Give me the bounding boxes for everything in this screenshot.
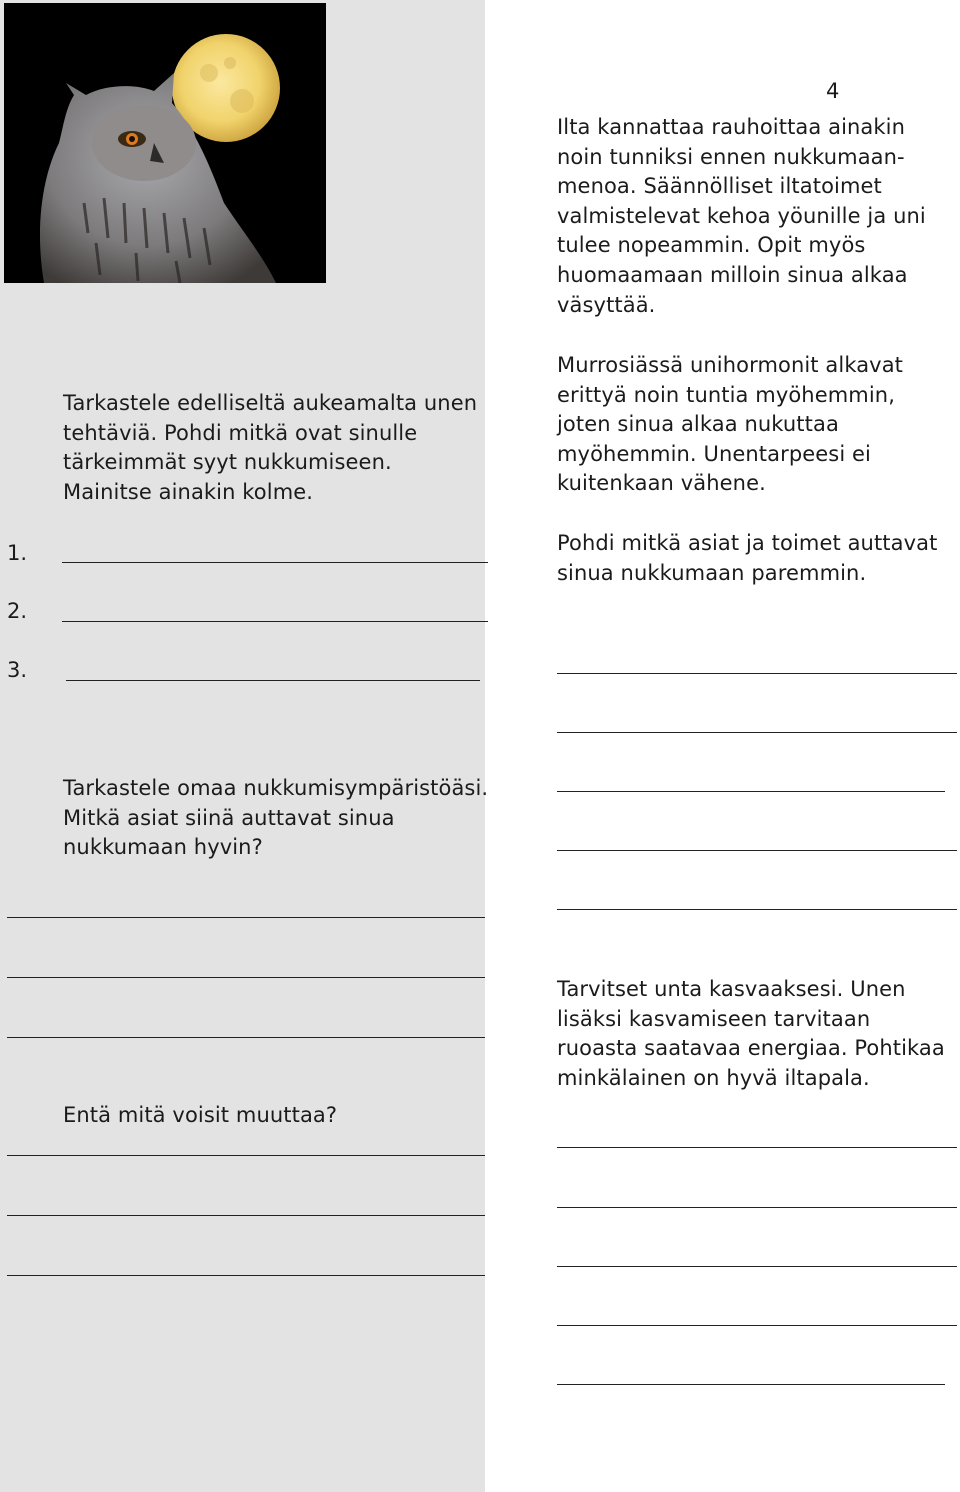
answer-line-sleep-2[interactable] bbox=[557, 732, 957, 733]
task-what-to-change: Entä mitä voisit muuttaa? bbox=[63, 1103, 338, 1127]
answer-line-sleep-4[interactable] bbox=[557, 850, 957, 851]
answer-line-snack-4[interactable] bbox=[557, 1325, 957, 1326]
answer-line-sleep-5[interactable] bbox=[557, 909, 957, 910]
list-number-1: 1. bbox=[7, 541, 28, 565]
answer-line-2[interactable] bbox=[62, 621, 488, 622]
list-number-2: 2. bbox=[7, 599, 28, 623]
answer-line-sleep-3[interactable] bbox=[557, 791, 945, 792]
answer-line-3[interactable] bbox=[66, 680, 480, 681]
paragraph-puberty-sleep: Murrosiässä unihormonit alkavat erittyä noin tuntia myöhemmin, joten sinua alkaa nukuttaa myöhemmin. Unentarpeesi ei kuitenkaan vähene. bbox=[557, 353, 904, 496]
task-sleep-reasons: Tarkastele edelliseltä aukeamalta unen tehtäviä. Pohdi mitkä ovat sinulle tärkeimmät syyt nukkumiseen. Mainitse ainakin kolme. bbox=[63, 391, 478, 504]
paragraph-evening-routine: Ilta kannattaa rauhoittaa ainakin noin tunniksi ennen nukkumaan-menoa. Säännölliset iltatoimet valmistelevat kehoa yöunille ja uni tulee nopeammin. Opit myös huomaamaan milloin sinua alkaa väsyttää. bbox=[557, 115, 926, 317]
answer-line-snack-5[interactable] bbox=[557, 1384, 945, 1385]
answer-line-sleep-1[interactable] bbox=[557, 673, 957, 674]
task-better-sleep: Pohdi mitkä asiat ja toimet auttavat sinua nukkumaan paremmin. bbox=[557, 531, 938, 585]
answer-line-change-3[interactable] bbox=[7, 1275, 485, 1276]
answer-line-env-2[interactable] bbox=[7, 977, 485, 978]
task-sleep-environment: Tarkastele omaa nukkumisympäristöäsi. Mitkä asiat siinä auttavat sinua nukkumaan hyvin? bbox=[63, 776, 489, 860]
answer-line-env-3[interactable] bbox=[7, 1037, 485, 1038]
owl-moon-photo bbox=[4, 3, 326, 283]
answer-line-snack-3[interactable] bbox=[557, 1266, 957, 1267]
page-number: 4 bbox=[826, 79, 840, 103]
answer-line-1[interactable] bbox=[62, 562, 488, 563]
answer-line-snack-2[interactable] bbox=[557, 1207, 957, 1208]
answer-line-env-1[interactable] bbox=[7, 917, 485, 918]
answer-line-snack-1[interactable] bbox=[557, 1147, 957, 1148]
answer-line-change-1[interactable] bbox=[7, 1155, 485, 1156]
task-evening-snack: Tarvitset unta kasvaaksesi. Unen lisäksi kasvamiseen tarvitaan ruoasta saatavaa energiaa. Pohtikaa minkälainen on hyvä iltapala. bbox=[557, 977, 945, 1090]
owl-icon bbox=[4, 3, 326, 283]
answer-line-change-2[interactable] bbox=[7, 1215, 485, 1216]
list-number-3: 3. bbox=[7, 658, 28, 682]
